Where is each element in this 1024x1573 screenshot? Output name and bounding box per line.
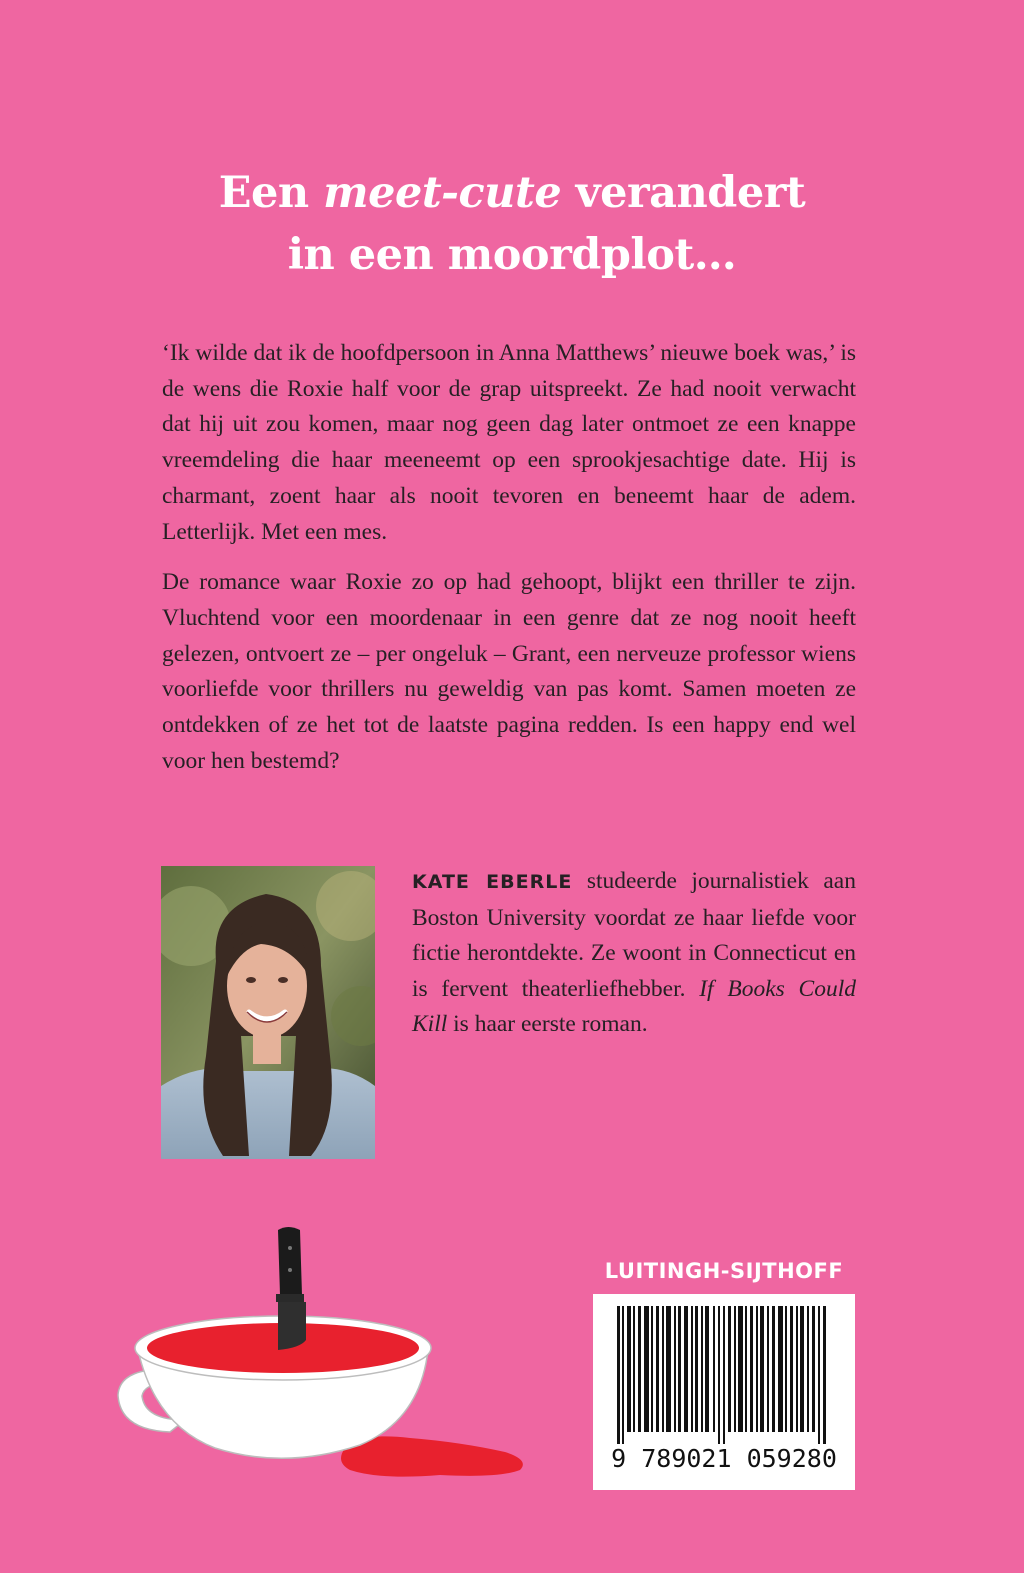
author-bio	[412, 864, 856, 1043]
author-photo	[161, 866, 375, 1159]
headline-line1-pre: Een	[218, 168, 324, 218]
isbn-digits: 9 789021 059280	[611, 1444, 837, 1473]
author-portrait-icon	[161, 866, 375, 1159]
book-title: If Books Could Kill	[412, 975, 856, 1037]
headline	[0, 162, 1024, 286]
barcode-icon	[617, 1306, 831, 1444]
blurb-paragraph-1: ‘Ik wilde dat ik de hoofdpersoon in Anna Matthews’ nieuwe boek was,’ is de wens die Roxie half voor de grap uitspreekt. Ze had nooit verwacht dat hij uit zou komen, maar nog geen dag later ontmoet ze een knappe vreemdeling die haar meeneemt op een sprookjesachtige date. Hij is charmant, zoent haar als nooit tevoren en beneemt haar de adem. Letterlijk. Met een mes.	[162, 340, 856, 545]
headline-line1-italic: meet-cute	[323, 168, 562, 218]
publisher-logo: LUITINGH-SIJTHOFF	[604, 1259, 844, 1283]
headline-line1-post: verandert	[561, 168, 806, 218]
blurb-paragraph-2: De romance waar Roxie zo op had gehoopt, blijkt een thriller te zijn. Vluchtend voor een moordenaar in een genre dat ze nog nooit heeft gelezen, ontvoert ze – per ongeluk – Grant, een nerveuze professor wiens voorliefde voor thrillers nu geweldig van pas komt. Samen moeten ze ontdekken of ze het tot de laatste pagina redden. Is een happy end wel voor hen bestemd?	[162, 569, 856, 774]
blurb	[162, 336, 856, 794]
isbn-barcode	[593, 1294, 855, 1490]
author-name: KATE EBERLE	[412, 871, 573, 893]
headline-line2: in een moordplot…	[287, 230, 737, 280]
bio-text-1: studeerde journalistiek aan Boston University voordat ze haar liefde voor fictie herontdekte. Ze woont in Connecticut en is fervent theaterliefhebber.	[412, 868, 856, 1002]
bio-text-2: is haar eerste roman.	[447, 1011, 648, 1037]
teacup-knife-icon	[110, 1220, 540, 1490]
